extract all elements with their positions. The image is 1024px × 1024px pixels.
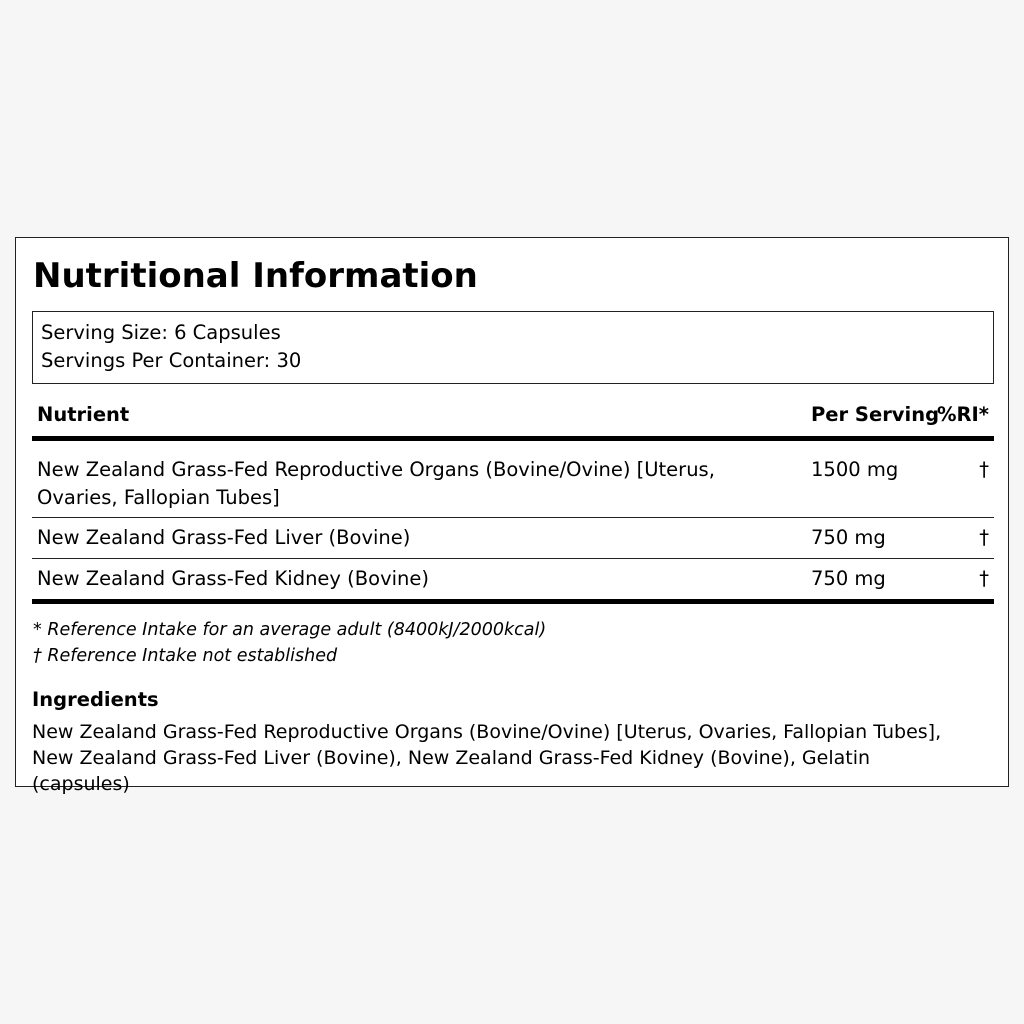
serving-info-box xyxy=(32,311,994,384)
dagger-footnote: † Reference Intake not established xyxy=(33,646,338,666)
serving-size: Serving Size: 6 Capsules xyxy=(41,321,281,344)
table-row xyxy=(32,518,994,559)
footnotes xyxy=(33,617,546,669)
header-nutrient: Nutrient xyxy=(37,403,130,426)
ri-footnote: * Reference Intake for an average adult (8400kJ/2000kcal) xyxy=(33,620,547,640)
servings-per-container: Servings Per Container: 30 xyxy=(41,349,302,372)
nutrient-amount: 750 mg xyxy=(811,567,886,590)
nutrient-amount: 1500 mg xyxy=(811,458,899,481)
nutrient-ri: † xyxy=(979,458,989,481)
nutrient-table xyxy=(32,396,994,604)
panel-title: Nutritional Information xyxy=(33,256,478,296)
nutrition-panel xyxy=(15,237,1009,795)
table-row xyxy=(32,441,994,518)
table-row xyxy=(32,559,994,604)
nutrient-ri: † xyxy=(979,526,989,549)
nutrient-name: New Zealand Grass-Fed Liver (Bovine) xyxy=(37,526,411,549)
ingredients-heading: Ingredients xyxy=(32,688,159,711)
nutrient-ri: † xyxy=(979,567,989,590)
ingredients-text: New Zealand Grass-Fed Reproductive Organs (Bovine/Ovine) [Uterus, Ovaries, Fallopian Tubes], New Zealand Grass-Fed Liver (Bovine), New Zealand Grass-Fed Kidney (Bovine), Gelatin (capsules) xyxy=(32,721,942,795)
nutrient-amount: 750 mg xyxy=(811,526,886,549)
nutrient-name: New Zealand Grass-Fed Reproductive Organs (Bovine/Ovine) [Uterus, Ovaries, Fallopian Tubes] xyxy=(37,458,715,509)
header-ri: %RI* xyxy=(936,403,989,426)
header-per-serving: Per Serving xyxy=(811,403,940,426)
table-header xyxy=(32,396,994,441)
nutrient-name: New Zealand Grass-Fed Kidney (Bovine) xyxy=(37,567,430,590)
